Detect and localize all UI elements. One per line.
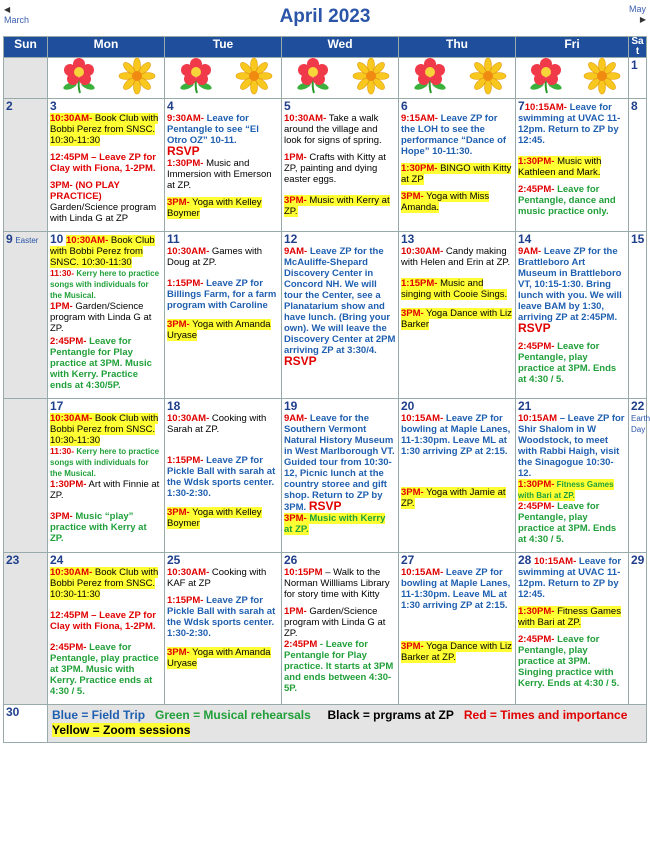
event <box>401 113 513 157</box>
day-number: 30 <box>6 705 20 719</box>
weekday-thu: Thu <box>399 37 516 58</box>
weekday-header-row <box>4 37 647 58</box>
event-text: Book Club with Bobbi Perez from SNSC. 10:30-11:30 <box>50 567 159 600</box>
day-number: 24 <box>50 553 64 567</box>
event <box>50 301 162 334</box>
event-text: Book Club with Bobbi Perez from SNSC. 10:30-11:30 <box>50 113 159 146</box>
holiday-label: Earth Day <box>631 414 650 434</box>
day-cell-thu <box>399 553 516 705</box>
day-number: 3 <box>50 99 57 113</box>
event-text: Kerry here to practice songs with individuals for the Musical. <box>50 447 160 478</box>
event-time: 10:15AM- <box>401 413 444 424</box>
day-cell-sat <box>629 58 647 99</box>
event-text: Leave for Pentangle, play practice at 3PM. Ends at 4:30 / 5. <box>518 501 617 545</box>
event-time: 2:45PM- <box>50 336 87 347</box>
calendar-grid <box>3 36 650 743</box>
legend-yellow: Yellow = Zoom sessions <box>52 723 191 737</box>
day-cell-mon <box>48 232 165 399</box>
event <box>518 341 626 385</box>
event-text: Leave for the Southern Vermont Natural History Museum in West Marlborough VT. Guided tour from 10:30-12, Picnic lunch at the country storee and gift shop. Return to ZP by 3PM. <box>284 413 395 513</box>
day-cell-fri <box>516 399 629 553</box>
event-time: 1:30PM- <box>518 606 555 617</box>
event-text: Leave for Pentangle, play practice at 3PM. Music with Kerry. Practice ends at 4:30 / 5. <box>50 642 159 697</box>
day-cell-thu <box>399 99 516 232</box>
event-time: 10:15AM- <box>524 102 567 113</box>
day-cell-sat <box>629 553 647 705</box>
week-row-3 <box>4 399 647 553</box>
day-number: 4 <box>167 99 174 113</box>
flower-cell <box>48 58 165 99</box>
weekday-wed: Wed <box>282 37 399 58</box>
day-cell-wed <box>282 99 399 232</box>
week-row-2 <box>4 232 647 399</box>
day-number: 8 <box>631 99 638 113</box>
event-text: Music “play” practice with Kerry at ZP. <box>50 511 147 544</box>
event <box>401 246 513 268</box>
event-text: Garden/Science program with Linda G at ZP <box>50 202 157 224</box>
event-time: 10:15AM <box>518 413 558 424</box>
event-text: Yoga with Kelley Boymer <box>167 197 262 219</box>
day-cell-tue <box>165 99 282 232</box>
red-flower-icon <box>175 59 217 98</box>
event-text: Leave ZP for Pickle Ball with sarah at the Wdsk sports center. 1:30-2:30. <box>167 455 276 499</box>
day-number: 10 <box>50 232 64 246</box>
yellow-flower-icon <box>471 59 505 98</box>
event-text: Leave for Pentangle, dance and music practice only. <box>518 184 616 217</box>
event-text: Art with Finnie at ZP. <box>50 479 160 501</box>
day-number: 11 <box>167 232 180 246</box>
yellow-flower-icon <box>120 59 154 98</box>
page-title: April 2023 <box>279 6 371 27</box>
event-text: Leave ZP for the LOH to see the performance “Dance of Hope” 10-11:30. <box>401 113 507 157</box>
event-text: Leave ZP for the McAuliffe-Shepard Discovery Center in Concord NH. We will tour the Center, see a Planatarium show and have lunch. (Bring your own). We will leave the Discovery Center at 2PM arriving ZP at 3:30/4. <box>284 246 396 356</box>
event <box>284 246 396 368</box>
week-row-1 <box>4 99 647 232</box>
event-text: Leave ZP for bowling at Maple Lanes, 11-1:30pm. Leave ML at 1:30 arriving ZP at 2:15. <box>401 567 511 611</box>
day-cell-wed <box>282 232 399 399</box>
event <box>518 554 626 600</box>
day-cell-thu <box>399 399 516 553</box>
event-time: 1PM- <box>284 152 307 163</box>
event <box>50 567 162 600</box>
event-time: 2:45PM- <box>518 634 555 645</box>
event-time: 1PM- <box>284 606 307 617</box>
event <box>50 336 162 391</box>
event-time: 1:30PM- <box>401 163 438 174</box>
day-number: 18 <box>167 399 181 413</box>
calendar-header <box>0 0 650 36</box>
holiday-label: Easter <box>15 236 39 245</box>
event-text: – Leave ZP for Shir Shalom in W Woodstock, to meet with Rabbi Haigh, visit the Sinagogue 10:30-12. <box>518 413 625 479</box>
event-time: 1:15PM- <box>167 595 204 606</box>
event-text: Leave for swimming at UVAC 11-12pm. Return to ZP by 12:45. <box>518 556 622 600</box>
legend-blue: Blue = Field Trip <box>52 708 146 722</box>
event-text: Fitness Games with Bari at ZP. <box>518 606 621 628</box>
event-time: 3PM- <box>167 507 190 518</box>
day-cell-sat <box>629 99 647 232</box>
event-time: 10:30AM- <box>284 113 327 124</box>
event-text: Leave ZP for the Brattleboro Art Museum in Brattleboro VT, 10:15-1:30. Bring lunch with you. We will leave BAM by 1:30, arriving ZP at 2:45PM. <box>518 246 622 323</box>
event-time: 3PM- <box>50 511 73 522</box>
event-text: Fitness Games with Bari at ZP. <box>518 480 614 500</box>
rsvp-badge: RSVP <box>518 321 551 335</box>
event <box>284 639 396 694</box>
event-text: Yoga with Amanda Uryase <box>167 319 271 341</box>
event <box>167 278 279 311</box>
event-text: BINGO with Kitty at ZP <box>401 163 512 185</box>
event <box>518 100 626 146</box>
event-text: Leave for Pentangle to see “El Otro OZ” 10-11. <box>167 113 259 146</box>
event <box>167 507 279 529</box>
day-number: 14 <box>518 232 532 246</box>
event <box>50 479 162 501</box>
right-arrow-icon: ▶ <box>639 15 646 24</box>
day-cell-sun <box>4 232 48 399</box>
event-time: 1PM- <box>50 301 73 312</box>
day-cell-sun <box>4 705 48 743</box>
event-time: 9:30AM- <box>167 113 204 124</box>
flower-row <box>4 58 647 99</box>
event-text: Candy making with Helen and Erin at ZP. <box>401 246 511 268</box>
red-flower-icon <box>58 59 100 98</box>
event-text: Kerry here to practice songs with individuals for the Musical. <box>50 269 160 300</box>
event-time: 2:45PM- <box>518 184 555 195</box>
event <box>167 413 279 435</box>
event <box>518 634 626 689</box>
event-text: Music with Kerry at ZP. <box>284 513 386 535</box>
rsvp-badge: RSVP <box>284 354 317 368</box>
legend-green: Green = Musical rehearsals <box>155 708 311 722</box>
event-text: Leave for swimming at UVAC 11-12pm. Return to ZP by 12:45. <box>518 102 621 146</box>
event <box>284 413 396 513</box>
weekday-mon: Mon <box>48 37 165 58</box>
event <box>401 567 513 611</box>
left-arrow-icon: ◀ <box>4 5 11 14</box>
event-text: – Walk to the Norman Willliams Library for story time with Kitty <box>284 567 390 600</box>
day-cell-mon <box>48 399 165 553</box>
red-flower-icon <box>409 59 451 98</box>
event <box>50 113 162 146</box>
event <box>284 567 396 600</box>
color-legend <box>48 705 647 743</box>
day-number: 28 <box>518 553 532 567</box>
event-text: Music with Kathleen and Mark. <box>518 156 602 178</box>
event-time: 3PM- <box>401 641 424 652</box>
day-number: 26 <box>284 553 298 567</box>
event <box>167 319 279 341</box>
event-time: 10:30AM- <box>50 113 93 124</box>
event-text: Music and Immersion with Emerson at ZP. <box>167 158 272 191</box>
empty-day-cell <box>4 58 48 99</box>
event-text: Music and singing with Cooie Sings. <box>401 278 508 300</box>
event-text: Leave ZP for Pickle Ball with sarah at the Wdsk sports center. 1:30-2:30. <box>167 595 276 639</box>
day-cell-tue <box>165 399 282 553</box>
event <box>518 479 626 501</box>
event-time: 11:30- <box>50 268 75 278</box>
event-time: 10:15PM <box>284 567 323 578</box>
event-text: Cooking with Sarah at ZP. <box>167 413 267 435</box>
event <box>284 152 396 185</box>
day-cell-tue <box>165 553 282 705</box>
event <box>518 501 626 545</box>
day-cell-fri <box>516 553 629 705</box>
next-month-link[interactable] <box>629 4 646 25</box>
day-cell-thu <box>399 232 516 399</box>
flower-cell <box>165 58 282 99</box>
week-row-4 <box>4 553 647 705</box>
event <box>284 195 396 217</box>
event-time: 9AM- <box>518 246 542 257</box>
event-text: Music with Kerry at ZP. <box>284 195 390 217</box>
event-time: 3PM- <box>167 319 190 330</box>
event <box>401 413 513 457</box>
day-number: 27 <box>401 553 415 567</box>
event <box>167 158 279 191</box>
event <box>50 642 162 697</box>
event <box>401 641 513 663</box>
day-number: 29 <box>631 553 645 567</box>
event-text: Leave for Pentangle, play practice at 3PM. Ends at 4:30 / 5. <box>518 341 617 385</box>
event-time: 10:15AM- <box>401 567 444 578</box>
event <box>50 233 162 268</box>
event-text: Games with Doug at ZP. <box>167 246 263 268</box>
day-cell-sun <box>4 99 48 232</box>
legend-black: Black = prgrams at ZP <box>327 708 454 722</box>
event <box>50 413 162 446</box>
event <box>167 197 279 219</box>
event <box>401 163 513 185</box>
flower-cell <box>516 58 629 99</box>
event-text: Garden/Science program with Linda G at ZP. <box>50 301 152 334</box>
event-text: Yoga with Miss Amanda. <box>401 191 490 213</box>
event <box>167 246 279 268</box>
weekday-sat: Sa t <box>629 37 647 58</box>
event-text: Take a walk around the village and look for signs of spring. <box>284 113 382 146</box>
event <box>284 113 396 146</box>
day-number: 15 <box>631 232 645 246</box>
day-cell-sat <box>629 399 650 553</box>
event-text: Yoga with Amanda Uryase <box>167 647 271 669</box>
red-flower-icon <box>292 59 334 98</box>
event-text: Cooking with KAF at ZP <box>167 567 267 589</box>
event-time: 3PM- (NO PLAY PRACTICE) <box>50 180 120 202</box>
yellow-flower-icon <box>237 59 271 98</box>
event-text: Yoga Dance with Liz Barker at ZP. <box>401 641 512 663</box>
event-time: 3PM- <box>401 487 424 498</box>
event-text: Book Club with Bobbi Perez from SNSC. 10:30-11:30 <box>50 235 155 268</box>
rsvp-badge: RSVP <box>167 144 200 158</box>
event-time: 2:45PM <box>284 639 318 650</box>
event <box>401 191 513 213</box>
event-text: Leave for Pentangle for Play practice at 3PM. Music with Kerry. Practice ends at 4:30/5P. <box>50 336 152 391</box>
event-time: 3PM- <box>284 513 307 524</box>
day-cell-wed <box>282 553 399 705</box>
day-cell-fri <box>516 232 629 399</box>
event <box>518 156 626 178</box>
event-text: Crafts with Kitty at ZP, painting and dying easter eggs. <box>284 152 386 185</box>
event-time: 3PM- <box>167 647 190 658</box>
day-number: 25 <box>167 553 181 567</box>
event-time: 11:30- <box>50 446 75 456</box>
event-time: 10:30AM- <box>50 413 93 424</box>
event <box>284 606 396 639</box>
event-text: - Leave for Pentangle for Play practice. It starts at 3PM and ends between 4:30-5P. <box>284 639 394 694</box>
day-number: 1 <box>631 58 638 72</box>
event <box>167 455 279 499</box>
event-time: 1:30PM- <box>518 479 555 490</box>
legend-red: Red = Times and importance <box>463 708 628 722</box>
event <box>284 513 396 535</box>
event-time: 10:30AM- <box>401 246 444 257</box>
day-cell-wed <box>282 399 399 553</box>
event-text: Yoga with Kelley Boymer <box>167 507 262 529</box>
next-month-label[interactable]: May <box>628 4 646 14</box>
event-time: 1:15PM- <box>167 278 204 289</box>
event <box>50 511 162 544</box>
event-time: 1:30PM- <box>518 156 555 167</box>
event <box>50 446 162 479</box>
event-time: 3PM- <box>401 191 424 202</box>
event-text: Yoga with Jamie at ZP. <box>401 487 506 509</box>
event <box>167 567 279 589</box>
event <box>50 268 162 301</box>
event-time: 10:30AM- <box>167 413 210 424</box>
event: 12:45PM – Leave ZP for Clay with Fiona, 1-2PM. <box>50 152 156 174</box>
event-time: 10:30AM- <box>167 567 210 578</box>
event-time: 3PM- <box>167 197 190 208</box>
yellow-flower-icon <box>354 59 388 98</box>
event: 12:45PM – Leave ZP for Clay with Fiona, 1-2PM. <box>50 610 156 632</box>
event-time: 3PM- <box>284 195 307 206</box>
event-time: 1:30PM- <box>167 158 204 169</box>
event <box>401 278 513 300</box>
event-time: 10:30AM- <box>50 567 93 578</box>
day-number <box>6 400 45 413</box>
event-time: 9:15AM- <box>401 113 438 124</box>
day-number: 12 <box>284 232 298 246</box>
yellow-flower-icon <box>585 59 619 98</box>
event-text: Yoga Dance with Liz Barker <box>401 308 512 330</box>
event-text: Leave ZP for bowling at Maple Lanes, 11-1:30pm. Leave ML at 1:30 arriving ZP at 2:15. <box>401 413 511 457</box>
day-number: 2 <box>6 99 13 113</box>
day-number: 20 <box>401 399 415 413</box>
red-flower-icon <box>525 59 567 98</box>
weekday-fri: Fri <box>516 37 629 58</box>
event <box>518 184 626 217</box>
day-number: 13 <box>401 232 415 246</box>
event <box>401 308 513 330</box>
flower-cell <box>282 58 399 99</box>
day-number: 7 <box>518 99 525 113</box>
event-text: Leave for Pentangle, play practice at 3PM. Singing practice with Kerry. Ends at 4:30 / 5. <box>518 634 620 689</box>
day-number: 6 <box>401 99 408 113</box>
day-cell-mon <box>48 553 165 705</box>
event-time: 10:30AM- <box>167 246 210 257</box>
event-time: 2:45PM- <box>518 341 555 352</box>
day-number: 5 <box>284 99 291 113</box>
prev-month-label[interactable]: March <box>4 15 30 25</box>
day-number: 19 <box>284 399 298 413</box>
event <box>167 595 279 639</box>
event-time: 9AM- <box>284 246 308 257</box>
event <box>518 413 626 479</box>
weekday-sun: Sun <box>4 37 48 58</box>
event <box>518 246 626 335</box>
event-time: 2:45PM- <box>518 501 555 512</box>
event-time: 1:15PM- <box>167 455 204 466</box>
weekday-tue: Tue <box>165 37 282 58</box>
event-time: 1:15PM- <box>401 278 438 289</box>
day-cell-tue <box>165 232 282 399</box>
rsvp-badge: RSVP <box>308 499 342 513</box>
event-time: 3PM- <box>401 308 424 319</box>
day-cell-sat <box>629 232 647 399</box>
event-text: Leave ZP for Billings Farm, for a farm program with Caroline <box>167 278 277 311</box>
event-time: 1:30PM- <box>50 479 87 490</box>
event-text: Garden/Science program with Linda G at ZP. <box>284 606 386 639</box>
event-time: 2:45PM- <box>50 642 87 653</box>
day-number: 9 <box>6 232 13 246</box>
day-number: 22 <box>631 399 645 413</box>
day-cell-sun <box>4 399 48 553</box>
event-text: Book Club with Bobbi Perez from SNSC. 10:30-11:30 <box>50 413 159 446</box>
event <box>401 487 513 509</box>
event <box>518 606 626 628</box>
event <box>167 647 279 669</box>
day-cell-sun <box>4 553 48 705</box>
event-time: 10:30AM- <box>66 235 109 246</box>
day-cell-fri <box>516 99 629 232</box>
event <box>167 113 279 158</box>
day-number: 21 <box>518 399 532 413</box>
flower-cell <box>399 58 516 99</box>
day-number: 17 <box>50 399 64 413</box>
day-cell-mon <box>48 99 165 232</box>
day-number: 23 <box>6 553 20 567</box>
event-time: 9AM- <box>284 413 308 424</box>
week-row-5 <box>4 705 647 743</box>
event-time: 10:15AM- <box>534 556 577 567</box>
